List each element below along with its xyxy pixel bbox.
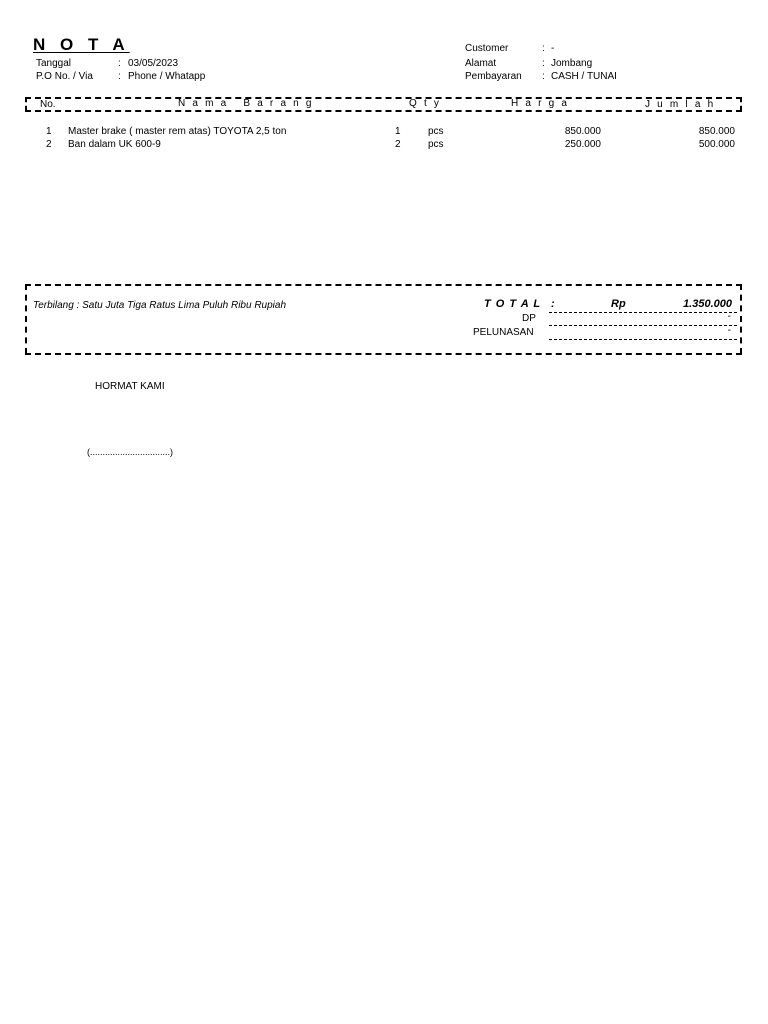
po-separator: : bbox=[118, 71, 121, 82]
summary-top-border bbox=[25, 284, 742, 286]
dp-underline bbox=[549, 325, 737, 326]
row-item-name: Master brake ( master rem atas) TOYOTA 2,5 ton bbox=[68, 126, 287, 137]
row-item-name: Ban dalam UK 600-9 bbox=[68, 139, 161, 150]
table-header-bottom-border bbox=[25, 110, 742, 112]
row-jumlah: 500.000 bbox=[698, 139, 735, 150]
pelunasan-label: PELUNASAN bbox=[473, 327, 534, 338]
summary-bottom-border bbox=[25, 353, 742, 355]
summary-left-border bbox=[25, 284, 27, 354]
header-qty: Q t y bbox=[409, 98, 442, 109]
date-value: 03/05/2023 bbox=[128, 58, 179, 69]
customer-label: Customer bbox=[465, 43, 509, 54]
row-qty: 1 bbox=[395, 126, 401, 137]
dp-value: - bbox=[727, 311, 731, 322]
row-harga: 850.000 bbox=[564, 126, 601, 137]
header-nama-barang: N a m a B a r a n g bbox=[178, 98, 314, 109]
total-value: 1.350.000 bbox=[683, 298, 732, 310]
pembayaran-label: Pembayaran bbox=[465, 71, 522, 82]
alamat-separator: : bbox=[542, 58, 545, 69]
summary-right-border bbox=[740, 284, 742, 354]
total-currency: Rp bbox=[611, 298, 626, 310]
alamat-label: Alamat bbox=[465, 58, 497, 69]
header-jumlah: J u m l a h bbox=[645, 99, 716, 110]
pelunasan-value: - bbox=[727, 325, 731, 336]
po-value: Phone / Whatapp bbox=[128, 71, 206, 82]
row-no: 1 bbox=[46, 126, 52, 137]
customer-separator: : bbox=[542, 43, 545, 54]
signature-label: HORMAT KAMI bbox=[95, 381, 165, 392]
pelunasan-underline bbox=[549, 339, 737, 340]
alamat-value: Jombang bbox=[551, 58, 593, 69]
pembayaran-separator: : bbox=[542, 71, 545, 82]
date-label: Tanggal bbox=[36, 58, 72, 69]
table-header-right-border bbox=[740, 97, 742, 111]
row-no: 2 bbox=[46, 139, 52, 150]
row-unit: pcs bbox=[428, 126, 444, 137]
document-title: N O T A bbox=[33, 35, 130, 54]
total-colon: : bbox=[551, 298, 555, 310]
po-label: P.O No. / Via bbox=[36, 71, 93, 82]
total-label: T O T A L bbox=[484, 298, 542, 310]
table-header-top-border bbox=[25, 97, 742, 99]
row-jumlah: 850.000 bbox=[698, 126, 735, 137]
row-qty: 2 bbox=[395, 139, 401, 150]
table-row bbox=[0, 139, 768, 152]
table-header-left-border bbox=[25, 97, 27, 111]
pembayaran-value: CASH / TUNAI bbox=[551, 71, 617, 82]
date-separator: : bbox=[118, 58, 121, 69]
row-unit: pcs bbox=[428, 139, 444, 150]
customer-value: - bbox=[551, 43, 555, 54]
header-harga: H a r g a bbox=[511, 98, 570, 109]
header-no: No. bbox=[40, 99, 56, 110]
table-row bbox=[0, 126, 768, 139]
signature-placeholder: (................................) bbox=[87, 447, 174, 457]
row-harga: 250.000 bbox=[564, 139, 601, 150]
total-underline bbox=[549, 312, 737, 313]
dp-label: DP bbox=[522, 313, 536, 324]
terbilang-text: Terbilang : Satu Juta Tiga Ratus Lima Puluh Ribu Rupiah bbox=[33, 300, 287, 311]
